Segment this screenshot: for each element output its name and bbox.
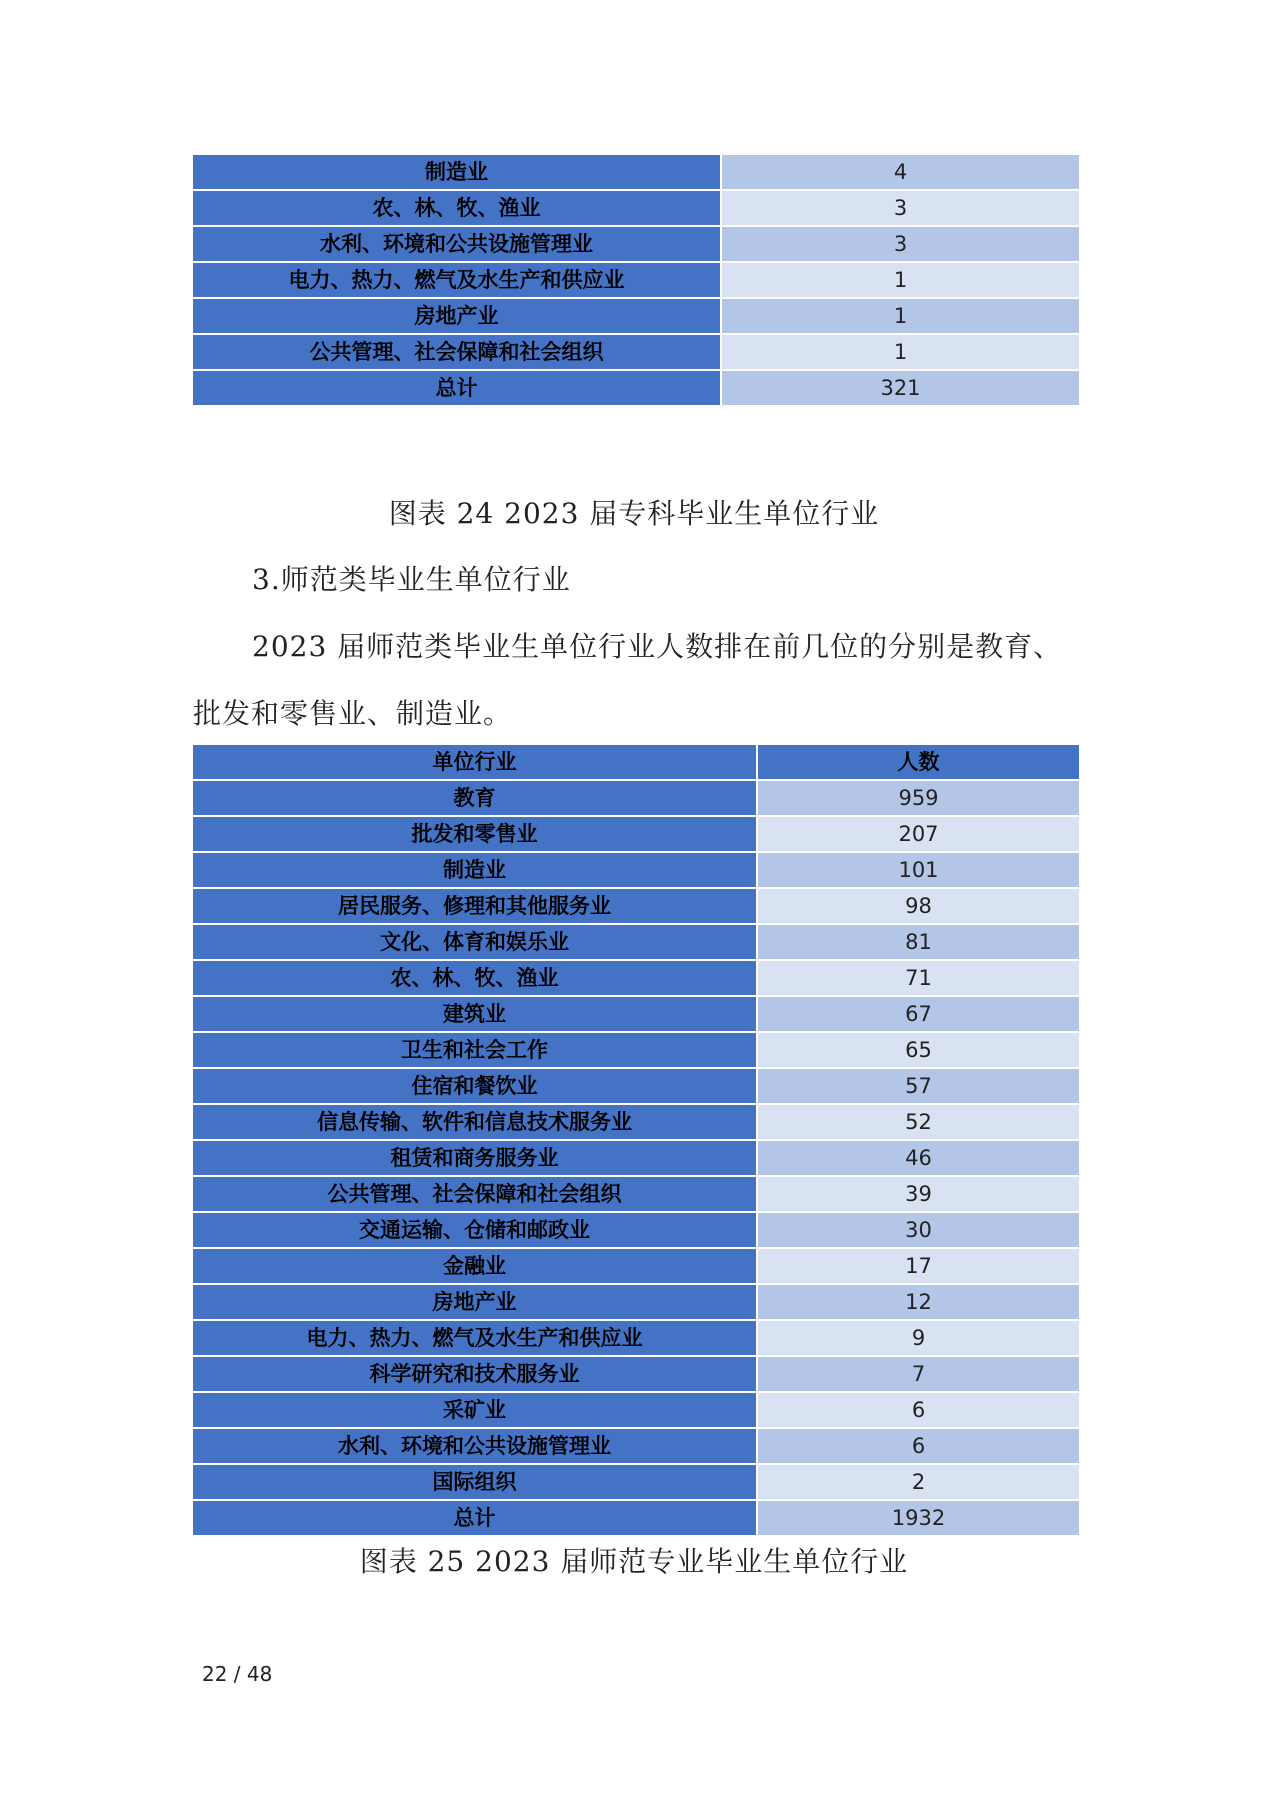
table-row <box>193 1104 1079 1140</box>
count-cell: 7 <box>757 1356 1079 1392</box>
table-row <box>193 852 1079 888</box>
total-count-cell: 321 <box>721 370 1079 406</box>
header-count: 人数 <box>757 745 1079 780</box>
industry-cell: 房地产业 <box>193 1284 757 1320</box>
count-cell: 71 <box>757 960 1079 996</box>
industry-cell: 房地产业 <box>193 298 721 334</box>
table-row <box>193 1212 1079 1248</box>
industry-table-vocational <box>193 155 1079 407</box>
count-cell: 959 <box>757 780 1079 816</box>
table-row <box>193 1284 1079 1320</box>
count-cell: 39 <box>757 1176 1079 1212</box>
table-row <box>193 1140 1079 1176</box>
table-row <box>193 1356 1079 1392</box>
industry-cell: 建筑业 <box>193 996 757 1032</box>
count-cell: 4 <box>721 155 1079 190</box>
count-cell: 57 <box>757 1068 1079 1104</box>
table-row <box>193 226 1079 262</box>
table-row <box>193 1176 1079 1212</box>
count-cell: 6 <box>757 1392 1079 1428</box>
industry-cell: 租赁和商务服务业 <box>193 1140 757 1176</box>
total-count-cell: 1932 <box>757 1500 1079 1536</box>
header-row <box>193 745 1079 780</box>
industry-cell: 公共管理、社会保障和社会组织 <box>193 334 721 370</box>
table-row <box>193 262 1079 298</box>
table-header <box>193 745 1079 780</box>
industry-cell: 交通运输、仓储和邮政业 <box>193 1212 757 1248</box>
count-cell: 207 <box>757 816 1079 852</box>
industry-cell: 卫生和社会工作 <box>193 1032 757 1068</box>
count-cell: 46 <box>757 1140 1079 1176</box>
table-row <box>193 924 1079 960</box>
section-heading: 3.师范类毕业生单位行业 <box>252 563 571 596</box>
industry-cell: 采矿业 <box>193 1392 757 1428</box>
table-row <box>193 1428 1079 1464</box>
industry-cell: 制造业 <box>193 155 721 190</box>
paragraph-line-1: 2023 届师范类毕业生单位行业人数排在前几位的分别是教育、 <box>252 630 1063 663</box>
industry-cell: 金融业 <box>193 1248 757 1284</box>
table-row <box>193 780 1079 816</box>
count-cell: 98 <box>757 888 1079 924</box>
count-cell: 65 <box>757 1032 1079 1068</box>
table-row <box>193 298 1079 334</box>
count-cell: 9 <box>757 1320 1079 1356</box>
industry-cell: 国际组织 <box>193 1464 757 1500</box>
industry-cell: 信息传输、软件和信息技术服务业 <box>193 1104 757 1140</box>
industry-cell: 制造业 <box>193 852 757 888</box>
industry-cell: 文化、体育和娱乐业 <box>193 924 757 960</box>
table-row <box>193 1068 1079 1104</box>
count-cell: 52 <box>757 1104 1079 1140</box>
industry-cell: 住宿和餐饮业 <box>193 1068 757 1104</box>
table-row <box>193 1032 1079 1068</box>
count-cell: 12 <box>757 1284 1079 1320</box>
total-row <box>193 1500 1079 1536</box>
table-row <box>193 1464 1079 1500</box>
count-cell: 2 <box>757 1464 1079 1500</box>
count-cell: 3 <box>721 226 1079 262</box>
table-row <box>193 996 1079 1032</box>
table-body <box>193 780 1079 1536</box>
industry-cell: 批发和零售业 <box>193 816 757 852</box>
table-row <box>193 816 1079 852</box>
industry-cell: 电力、热力、燃气及水生产和供应业 <box>193 1320 757 1356</box>
industry-cell: 电力、热力、燃气及水生产和供应业 <box>193 262 721 298</box>
table-row <box>193 888 1079 924</box>
figure-caption-24: 图表 24 2023 届专科毕业生单位行业 <box>388 497 880 530</box>
figure-caption-25: 图表 25 2023 届师范专业毕业生单位行业 <box>359 1545 909 1578</box>
paragraph-line-2: 批发和零售业、制造业。 <box>193 697 513 730</box>
count-cell: 6 <box>757 1428 1079 1464</box>
table-row <box>193 155 1079 190</box>
industry-table-normal <box>193 745 1079 1537</box>
table-row <box>193 1320 1079 1356</box>
industry-cell: 居民服务、修理和其他服务业 <box>193 888 757 924</box>
total-label-cell: 总计 <box>193 370 721 406</box>
count-cell: 1 <box>721 262 1079 298</box>
industry-cell: 农、林、牧、渔业 <box>193 190 721 226</box>
count-cell: 30 <box>757 1212 1079 1248</box>
total-label-cell: 总计 <box>193 1500 757 1536</box>
industry-cell: 农、林、牧、渔业 <box>193 960 757 996</box>
count-cell: 1 <box>721 298 1079 334</box>
industry-cell: 科学研究和技术服务业 <box>193 1356 757 1392</box>
table-row <box>193 334 1079 370</box>
industry-cell: 公共管理、社会保障和社会组织 <box>193 1176 757 1212</box>
count-cell: 81 <box>757 924 1079 960</box>
total-row <box>193 370 1079 406</box>
count-cell: 1 <box>721 334 1079 370</box>
count-cell: 3 <box>721 190 1079 226</box>
count-cell: 17 <box>757 1248 1079 1284</box>
page-number: 22 / 48 <box>202 1662 273 1686</box>
table-row <box>193 960 1079 996</box>
industry-cell: 水利、环境和公共设施管理业 <box>193 226 721 262</box>
count-cell: 67 <box>757 996 1079 1032</box>
table-row <box>193 1392 1079 1428</box>
table-row <box>193 190 1079 226</box>
table-body <box>193 155 1079 406</box>
table-row <box>193 1248 1079 1284</box>
industry-cell: 水利、环境和公共设施管理业 <box>193 1428 757 1464</box>
header-industry: 单位行业 <box>193 745 757 780</box>
count-cell: 101 <box>757 852 1079 888</box>
industry-cell: 教育 <box>193 780 757 816</box>
